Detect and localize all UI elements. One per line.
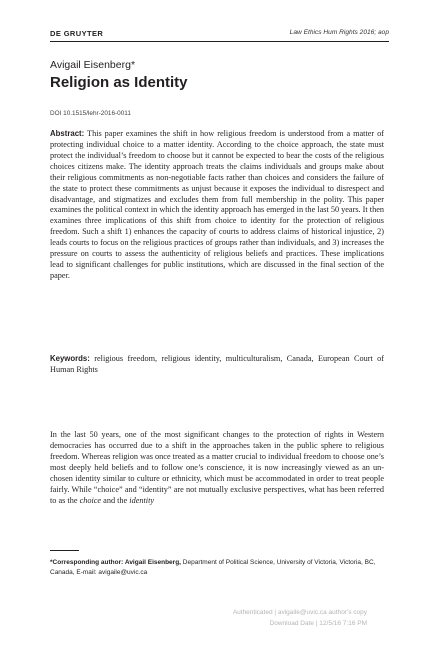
keywords	[50, 354, 384, 376]
article-title: Religion as Identity	[50, 74, 188, 91]
intro-paragraph	[50, 430, 384, 506]
keywords-text: religious freedom, religious identity, multiculturalism, Canada, European Court of Human Rights	[50, 354, 385, 374]
footnote	[50, 558, 380, 578]
intro-text: In the last 50 years, one of the most significant changes to the protection of rights in Western democracies has occurred due to a shift in the approaches taken in the public sphere to religious freedom. Whereas religion was once treated as a matter crucial to individual freedom to choose one’s most deeply held beliefs and to follow one’s conscience, it is now increasingly viewed as an un-chosen identity similar to culture or ethnicity, which must be accommodated in order to treat people fairly. While “choice” and “identity” are not mutually exclusive perspectives, what has been referred to as the	[50, 430, 384, 505]
footnote-text: Department of Political Science, University of Victoria, Victoria, BC, Canada, E-mail: avigaile@uvic.ca	[50, 559, 376, 576]
abstract-text: This paper examines the shift in how religious freedom is understood from a matter of protecting individual choice to a matter identity. According to the choice approach, the state must protect the individual’s freedom to choose but it cannot be expected to bear the costs of the religious choices citizens make. The identity approach treats the claims individuals and groups make about their religious commitments as non-negotiable facts rather than choices and considers the failure of the state to protect these commitments as unjust because it exposes the individual to disrespect and disadvantage, and stigmatizes and excludes them from full membership in the polity. This paper examines the political context in which the identity approach has emerged in the last 50 years. It then examines three implications of this shift from choice to identity for the protection of religious freedom. Such a shift 1) enhances the capacity of courts to address claims of historical injustice, 2) leads courts to focus on the religious practices of groups rather than individuals, and 3) increases the pressure on courts to assess the authenticity of religious beliefs and practices. These implications lead to significant challenges for public institutions, which are discussed in the final section of the paper.	[50, 129, 384, 280]
footnote-label: *Corresponding author: Avigail Eisenberg,	[50, 559, 181, 566]
keywords-label: Keywords:	[50, 354, 90, 363]
watermark-line-2: Download Date | 12/5/16 7:16 PM	[269, 619, 367, 627]
intro-and: and the	[103, 495, 128, 505]
author-name: Avigail Eisenberg*	[50, 59, 136, 71]
doi: DOI 10.1515/lehr-2016-0011	[50, 110, 131, 117]
journal-citation: Law Ethics Hum Rights 2016; aop	[289, 29, 389, 36]
download-watermark	[233, 608, 367, 629]
abstract-label: Abstract:	[50, 129, 85, 138]
abstract	[50, 129, 384, 282]
watermark-line-1: Authenticated | avigaile@uvic.ca author's copy	[232, 609, 367, 616]
publisher-name: DE GRUYTER	[50, 29, 104, 38]
intro-emphasis-choice: choice	[79, 495, 102, 505]
intro-emphasis-identity: identity	[129, 495, 155, 505]
footnote-rule	[50, 550, 79, 551]
header-rule	[50, 41, 389, 42]
